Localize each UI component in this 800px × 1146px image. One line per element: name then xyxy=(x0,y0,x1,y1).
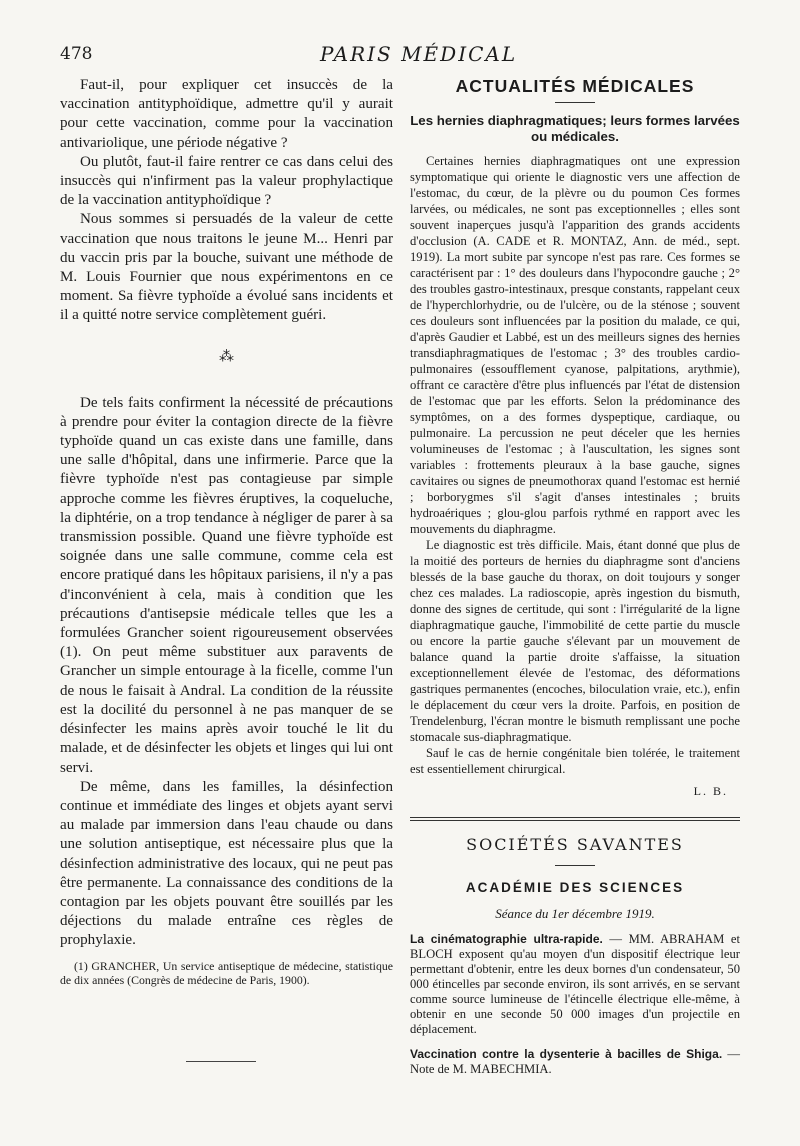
signature: L. B. xyxy=(693,784,728,798)
body-paragraph: Ou plutôt, faut-il faire rentrer ce cas dans celui des insuccès qui n'infirment pas la valeur prophylactique de la vaccination antityphoïdique ? xyxy=(60,153,393,209)
divider xyxy=(555,865,595,866)
article-paragraph: Certaines hernies diaphragmatiques ont une expression symptomatique qui oriente le diagnostic vers une affection de l'estomac, du cœur, de la plèvre ou du poumon Ces formes larvées, ou médicales, ne sont pas exceptionnelles ; elles sont souvent inaperçues jusqu'à l'apparition des grands accidents d'occlusion (A. CADE et R. MONTAZ, Ann. de méd., sept. 1919). La mort subite par syncope n'est pas rare. Ces formes se caractérisent par : 1° des douleurs dans l'hypocondre gauche ; 2° des troubles gastro-intestinaux, presque constants, rappelant ceux de l'hyperchlorhydrie, ou de l'ulcère, ou de la sténose ; souvent ces douleurs sont influencées par la position du malade, ce qui, d'après Gaudier et Labbé, est un des meilleurs signes des hernies transdiaphragmatiques de l'estomac ; 3° des troubles cardio-pulmonaires (essoufflement cyanose, palpitations, arythmie), offrant ce caractère d'être plus influencés par l'état de distension de l'estomac que par les efforts. Selon la prédominance des symptômes, on a des formes dyspeptique, cardiaque, ou pulmonaire. La percussion ne peut déceler que les hernies volumineuses de l'estomac ; à l'auscultation, les signes sont variables : frottements pleuraux à la base gauche, signes cavitaires ou signes de pneumothorax quand l'estomac est hernié ; borborygmes s'il s'agit d'anses intestinales ; bruits hydroaériques ; glou-glou parfois rythmé en rapport avec les mouvements du diaphragme. xyxy=(410,154,740,536)
footnote-text: (1) GRANCHER, Un service antiseptique de médecine, statistique de dix années (Congrès de médecine de Paris, 1900). xyxy=(60,958,393,987)
section-title: ACTUALITÉS MÉDICALES xyxy=(455,76,695,96)
running-title: PARIS MÉDICAL xyxy=(320,42,518,66)
page-number: 478 xyxy=(60,44,93,64)
footnote xyxy=(60,959,393,987)
news-item-text: — MM. ABRAHAM et BLOCH exposent qu'au moyen d'un dispositif électrique leur permettant d'obtenir, entre les deux bornes d'un condensateur, 50 000 étincelles par seconde environ, ils sont arrivés, en se servant comme source lumineuse de l'étincelle électrique elle-même, à obtenir en une seconde 50 000 images d'un projectile en déplacement. xyxy=(410,932,740,1036)
article-title: Les hernies diaphragmatiques; leurs formes larvées ou médicales. xyxy=(410,113,740,144)
footnote-rule xyxy=(186,1061,256,1062)
double-rule xyxy=(410,817,740,821)
left-column xyxy=(60,76,393,1062)
news-item-title: Vaccination contre la dysenterie à bacilles de Shiga. xyxy=(410,1047,723,1061)
academie-title: ACADÉMIE DES SCIENCES xyxy=(465,880,685,895)
societes-title: SOCIÉTÉS SAVANTES xyxy=(466,835,684,854)
article-paragraph: Sauf le cas de hernie congénitale bien tolérée, le traitement est essentiellement chirurgical. xyxy=(410,746,740,776)
body-paragraph: Nous sommes si persuadés de la valeur de cette vaccination que nous traitons le jeune M... Henri par du vaccin pris par la bouche, suivant une méthode de M. Louis Fournier que nous expérimentons en ce moment. Sa fièvre typhoïde a évolué sans incidents et il a quitté notre service complètement guéri. xyxy=(60,211,393,324)
body-paragraph: De tels faits confirment la nécessité de précautions à prendre pour éviter la contagion directe de la fièvre typhoïde quand un cas existe dans une famille, dans une salle d'hôpital, dans une infirmerie. Parce que la fièvre typhoïde n'est pas contagieuse par simple approche comme les fièvres éruptives, la coqueluche, la diphtérie, on a trop tendance à négliger de parer à sa transmission possible. Quand une fièvre typhoïde est soignée dans une salle commune, comme cela est encore pratiqué dans les hôpitaux parisiens, il n'y a pas d'inconvénient à cela, mais à condition que les précautions d'antisepsie médicale telles que les a formulées Grancher soient rigoureusement observées (1). On peut même substituer aux paravents de Grancher un simple entourage à la ficelle, comme l'un de nous le faisait à Andral. La condition de la réussite est la docilité du personnel à ne pas manquer de se désinfecter les mains après avoir touché le lit du malade, et de désinfecter les objets et linges qui lui ont servi. xyxy=(60,394,393,776)
news-item-title: La cinématographie ultra-rapide. xyxy=(410,932,603,946)
news-item xyxy=(410,932,740,1037)
seance-date: Séance du 1er décembre 1919. xyxy=(495,906,655,921)
divider xyxy=(555,102,595,103)
news-item xyxy=(410,1047,740,1077)
right-column xyxy=(410,76,740,1087)
news-item-text: — Note de M. MABECHMIA. xyxy=(410,1047,740,1076)
body-paragraph: Faut-il, pour expliquer cet insuccès de la vaccination antityphoïdique, admettre qu'il y aurait pour cette vaccination, comme pour la vaccination antivariolique, une période négative ? xyxy=(60,77,393,151)
asterism-separator: ⁂ xyxy=(219,348,234,365)
article-paragraph: Le diagnostic est très difficile. Mais, étant donné que plus de la moitié des porteurs de hernies du diaphragme sont d'anciens blessés de la base gauche du thorax, on doit toujours y songer chez ces malades. La radioscopie, après ingestion du bismuth, donne des signes de certitude, qui sont : l'irrégularité de la ligne diaphragmatique gauche, l'immobilité de cette partie du muscle ou encore la partie gauche s'élevant par un mouvement de balance quand la partie droite s'affaisse, la situation exceptionnellement élevée de l'estomac, des déformations gastriques permanentes (encoches, biloculation vraie, etc.), enfin le déplacement du cœur vers la droite. Parfois, en position de Trendelenburg, l'écran montre le bismuth remplissant une poche stomacale sus-diaphragmatique. xyxy=(410,538,740,744)
body-paragraph: De même, dans les familles, la désinfection continue et immédiate des linges et objets ayant servi au malade par immersion dans l'eau chaude ou dans une solution antiseptique, est nécessaire plus que la désinfection administrative des locaux, qui ne peut pas être permanente. La connaissance des conditions de la contagion par les objets pouvant être souillés par les déjections du malade entraîne ces règles de prophylaxie. xyxy=(60,778,393,949)
